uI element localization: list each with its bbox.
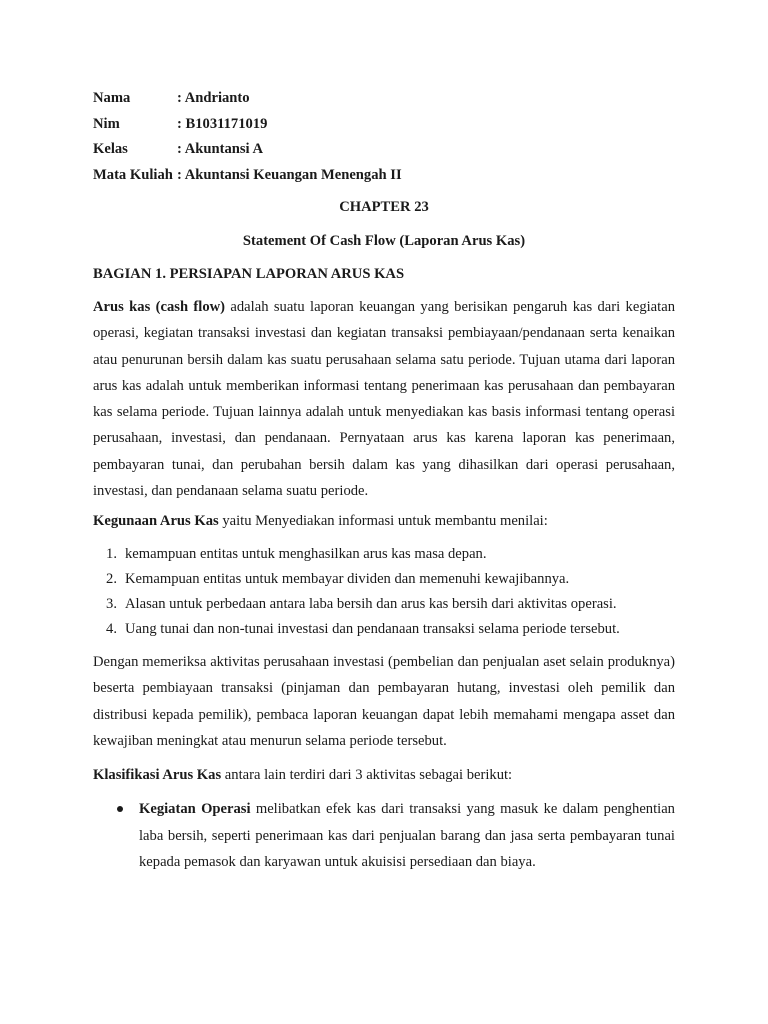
paragraph-cash-flow-definition (93, 294, 675, 504)
list-number: 1. (106, 546, 117, 562)
term-klasifikasi-arus-kas: Klasifikasi Arus Kas (93, 767, 222, 783)
chapter-subtitle: Statement Of Cash Flow (Laporan Arus Kas) (242, 233, 526, 249)
bullet-list (93, 796, 675, 876)
section-heading: BAGIAN 1. PERSIAPAN LAPORAN ARUS KAS (93, 266, 405, 282)
term-arus-kas: Arus kas (cash flow) (93, 299, 226, 315)
list-text: Uang tunai dan non-tunai investasi dan pendanaan transaksi selama periode tersebut. (125, 621, 620, 637)
bullet-item-kegiatan-operasi (93, 796, 675, 876)
identity-value: : Andrianto (177, 90, 250, 106)
paragraph-text: yaitu Menyediakan informasi untuk membantu menilai: (218, 513, 548, 529)
identity-value: : Akuntansi Keuangan Menengah II (177, 166, 402, 183)
list-number: 4. (106, 621, 117, 637)
list-text: Kemampuan entitas untuk membayar dividen dan memenuhi kewajibannya. (125, 571, 570, 587)
bullet-icon (117, 806, 123, 812)
student-identity-block (93, 86, 402, 188)
chapter-title: CHAPTER 23 (339, 199, 429, 215)
paragraph-text: antara lain terdiri dari 3 aktivitas sebagai berikut: (221, 767, 513, 783)
identity-value: : B1031171019 (177, 115, 268, 132)
paragraph-kegunaan (93, 508, 675, 534)
list-text: kemampuan entitas untuk menghasilkan arus kas masa depan. (125, 546, 487, 562)
list-item (93, 567, 683, 592)
term-kegunaan-arus-kas: Kegunaan Arus Kas (93, 513, 219, 529)
bullet-text: melibatkan efek kas dari transaksi yang masuk ke dalam penghentian laba bersih, seperti penerimaan kas dari penjualan barang dan jasa serta pembayaran tunai kepada pemasok dan karyawan untuk akuisisi persediaan dan biaya. (139, 801, 675, 870)
identity-label: Kelas (93, 141, 128, 157)
term-kegiatan-operasi: Kegiatan Operasi (139, 801, 251, 817)
list-item (93, 542, 683, 567)
list-text: Alasan untuk perbedaan antara laba bersih dan arus kas bersih dari aktivitas operasi. (125, 596, 617, 612)
identity-row-mata-kuliah (93, 163, 402, 189)
list-item (93, 617, 683, 642)
paragraph-text: Dengan memeriksa aktivitas perusahaan investasi (pembelian dan penjualan aset selain produknya) beserta pembiayaan transaksi (pinjaman dan pembayaran hutang, investasi oleh pemilik dan distribusi kepada pemilik), pembaca laporan keuangan dapat lebih memahami mengapa asset dan kewajiban meningkat atau menurun selama periode tersebut. (93, 654, 675, 749)
list-number: 3. (106, 596, 117, 612)
identity-label: Nim (93, 115, 120, 132)
identity-label: Nama (93, 90, 131, 106)
list-number: 2. (106, 571, 117, 587)
identity-value: : Akuntansi A (177, 141, 263, 157)
paragraph-text: adalah suatu laporan keuangan yang berisikan pengaruh kas dari kegiatan operasi, kegiatan transaksi investasi dan kegiatan transaksi pembiayaan/pendanaan serta kenaikan atau penurunan bersih dalam kas suatu perusahaan selama satu periode. Tujuan utama dari laporan arus kas adalah untuk memberikan informasi tentang penerimaan kas perusahaan dan pembayaran kas selama periode. Tujuan lainnya adalah untuk menyediakan kas basis informasi tentang operasi perusahaan, investasi, dan pendanaan. Pernyataan arus kas karena laporan kas penerimaan, pembayaran tunai, dan perubahan bersih dalam kas yang dihasilkan dari operasi perusahaan, investasi, dan pendanaan selama suatu periode. (93, 299, 675, 500)
paragraph-investasi (93, 649, 675, 754)
paragraph-klasifikasi (93, 762, 675, 788)
numbered-list (93, 542, 683, 642)
identity-row-nim (93, 112, 402, 138)
identity-row-name (93, 86, 402, 112)
list-item (93, 592, 683, 617)
identity-row-kelas (93, 137, 402, 163)
identity-label: Mata Kuliah (93, 166, 173, 183)
